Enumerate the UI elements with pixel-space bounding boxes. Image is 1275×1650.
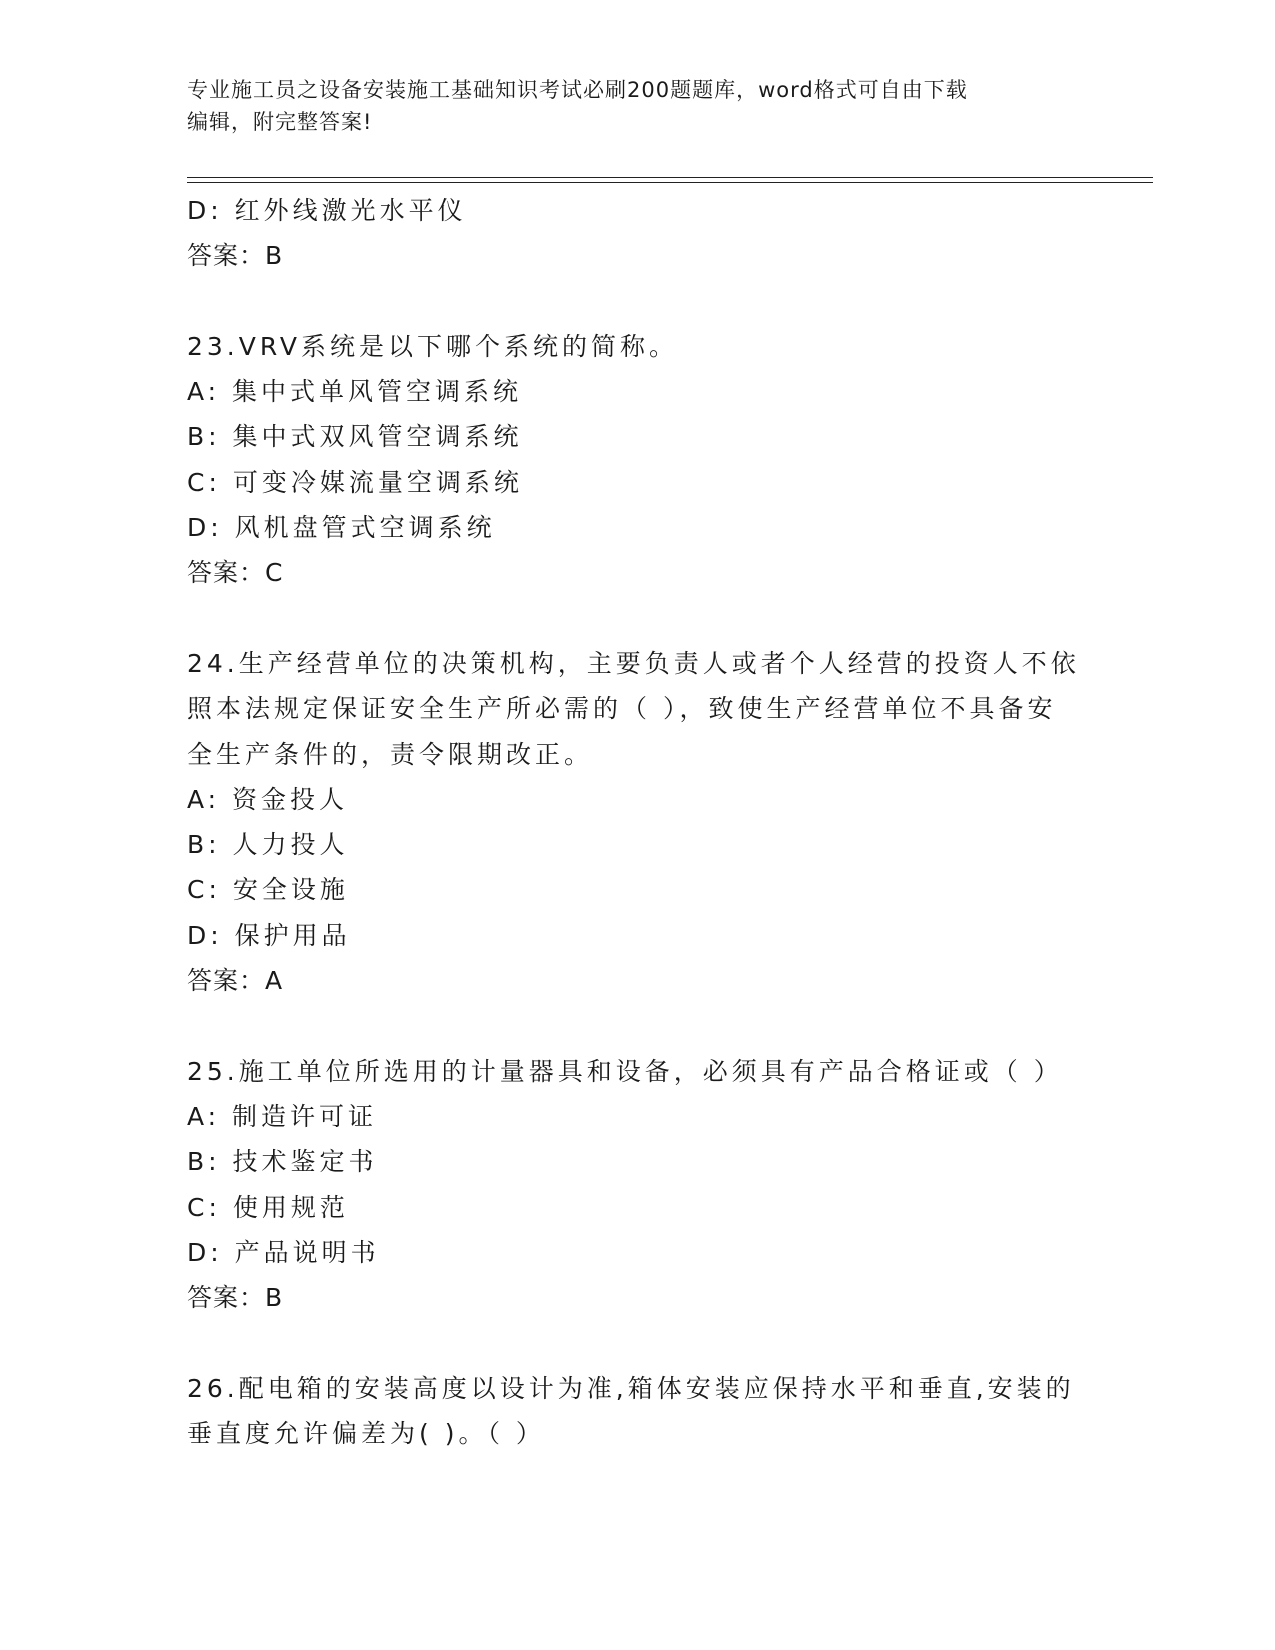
- document-header: [187, 74, 1087, 138]
- option-b: B: 人力投人: [187, 830, 349, 860]
- option-c: C: 可变冷媒流量空调系统: [187, 467, 523, 497]
- option-a: A: 资金投人: [187, 784, 349, 814]
- prev-question-option-d: D: 红外线激光水平仪: [187, 196, 467, 225]
- option-d: D: 风机盘管式空调系统: [187, 513, 496, 543]
- question-23: [187, 324, 1077, 596]
- answer-line: 答案：A: [187, 966, 284, 996]
- question-26: [187, 1366, 1077, 1457]
- prev-question-answer: 答案：B: [187, 241, 284, 271]
- spacer: [187, 1320, 1077, 1365]
- answer-line: 答案：B: [187, 1283, 284, 1313]
- header-title-line-2: 编辑，附完整答案!: [187, 110, 373, 134]
- spacer: [187, 279, 1077, 324]
- question-content: [187, 188, 1080, 1456]
- option-c: C: 使用规范: [187, 1192, 349, 1222]
- header-rule-top: [187, 177, 1153, 178]
- question-25: [187, 1049, 1077, 1321]
- question-stem-line-1: 26.配电箱的安装高度以设计为准,箱体安装应保持水平和垂直,安装的: [187, 1373, 1075, 1403]
- option-d: D: 保护用品: [187, 920, 351, 950]
- option-b: B: 技术鉴定书: [187, 1147, 378, 1177]
- question-stem: 23.VRV系统是以下哪个系统的简称。: [187, 331, 678, 361]
- question-stem-line-2: 照本法规定保证安全生产所必需的（ ），致使生产经营单位不具备安: [187, 694, 1057, 724]
- header-rule-bottom: [187, 182, 1153, 183]
- option-c: C: 安全设施: [187, 875, 349, 905]
- header-title-line-1: 专业施工员之设备安装施工基础知识考试必刷200题题库，word格式可自由下载: [187, 78, 968, 102]
- option-a: A: 制造许可证: [187, 1101, 378, 1131]
- question-stem: 25.施工单位所选用的计量器具和设备，必须具有产品合格证或（ ）: [187, 1056, 1063, 1086]
- answer-line: 答案：C: [187, 558, 284, 588]
- question-24: [187, 641, 1080, 1003]
- spacer: [187, 596, 1077, 641]
- option-b: B: 集中式双风管空调系统: [187, 422, 523, 452]
- question-stem-line-1: 24.生产经营单位的决策机构，主要负责人或者个人经营的投资人不依: [187, 648, 1080, 678]
- question-stem-line-2: 垂直度允许偏差为( )。（ ）: [187, 1419, 545, 1449]
- spacer: [187, 1003, 1077, 1048]
- option-d: D: 产品说明书: [187, 1237, 380, 1267]
- question-stem-line-3: 全生产条件的，责令限期改正。: [187, 739, 594, 769]
- option-a: A: 集中式单风管空调系统: [187, 377, 523, 407]
